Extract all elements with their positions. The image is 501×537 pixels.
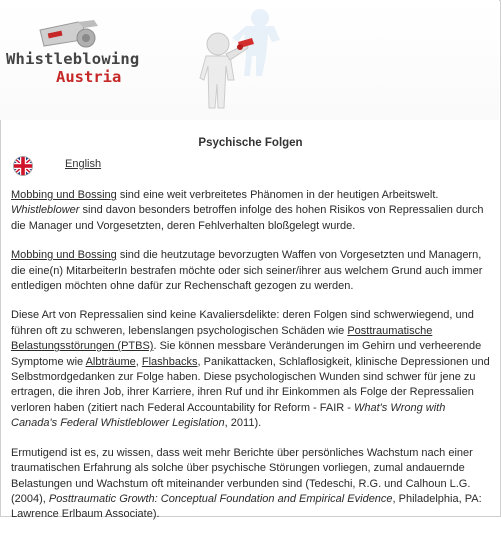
- page-title: Psychische Folgen: [198, 137, 303, 149]
- citation-title: Posttraumatic Growth: Conceptual Foundation and Empirical Evidence: [48, 492, 393, 505]
- whistleblowing-austria-logo[interactable]: [4, 12, 144, 87]
- paragraph-text: sind die heutzutage bevorzugten Waffen von Vorgesetzten und Managern, die eine(n) MitarbeiterIn bestrafen möchte oder sich seiner/ihrer aus welchem Grund auch immer entledigen möchten ohne dafür zur Rechenschaft gezogen zu werden.: [11, 249, 483, 293]
- paragraph-text: , Philadelphia, PA: Lawrence Erlbaum Associate).: [11, 492, 482, 521]
- mobbing-bossing-link[interactable]: Mobbing und Bossing: [11, 189, 117, 201]
- paragraph-text: sind eine weit verbreitetes Phänomen in der heutigen Arbeitswelt.: [116, 189, 439, 201]
- english-language-link[interactable]: English: [65, 158, 102, 170]
- whistleblower-term: Whistleblower: [11, 204, 80, 217]
- paragraph-4: [11, 446, 493, 523]
- ptbs-link[interactable]: Posttraumatische Belastungsstörungen (PTBS): [11, 324, 433, 353]
- paragraph-text: sind davon besonders betroffen infolge des hohen Risikos von Repressalien durch die Manager und Vorgesetzten, deren Fehlverhalten bloßgelegt wurde.: [11, 204, 484, 232]
- paragraph-1: [11, 188, 493, 234]
- paragraph-text: . Sie können messbare Veränderungen im Gehirn und verheerende Symptome wie: [11, 340, 482, 368]
- main-content: [11, 188, 493, 537]
- whistle-icon: [34, 18, 104, 52]
- site-header: [0, 0, 499, 120]
- paragraph-text: , Panikattacken, Schlaflosigkeit, klinische Depressionen und Selbstmordgedanken zur Folge haben. Diese psychologischen Wunden sind schwer für jene zu ertragen, die ihren Job, ihrer Karriere, ihren Ruf und ihr Einkommen als Folge der Repressalien verloren haben (zitiert nach Federal Accountability for Reform - FAIR -: [11, 355, 490, 414]
- albtraeume-link[interactable]: Albträume: [85, 355, 136, 368]
- citation-title: What's Wrong with Canada's Federal Whistleblower Legislation: [11, 401, 446, 430]
- flashbacks-link[interactable]: Flashbacks: [141, 355, 198, 368]
- logo-text-whistleblowing: Whistleblowing: [6, 50, 140, 68]
- paragraph-text: , 2011).: [224, 417, 262, 430]
- logo-text-austria: Austria: [56, 68, 122, 86]
- paragraph-text: ,: [135, 355, 142, 368]
- paragraph-text: Ermutigend ist es, zu wissen, dass weit mehr Berichte über persönliches Wachstum nach einer traumatischen Erfahrung als solche über psychische Störungen vorliegen, zumal andauernde Belastungen und Wachstum oft miteinander verbunden sind (Tedeschi, R.G. und Calhoun L.G. (2004),: [11, 446, 473, 505]
- mobbing-bossing-link-2[interactable]: Mobbing und Bossing: [11, 249, 117, 262]
- paragraph-3: [11, 308, 493, 431]
- paragraph-2: [11, 248, 493, 294]
- whistleblower-figure-icon: [188, 4, 298, 114]
- paragraph-text: Diese Art von Repressalien sind keine Kavaliersdelikte: deren Folgen sind schwerwiegend, und führen oft zu schweren, lebenslangen psychologischen Schäden wie: [11, 309, 474, 337]
- uk-flag-icon[interactable]: [12, 156, 34, 176]
